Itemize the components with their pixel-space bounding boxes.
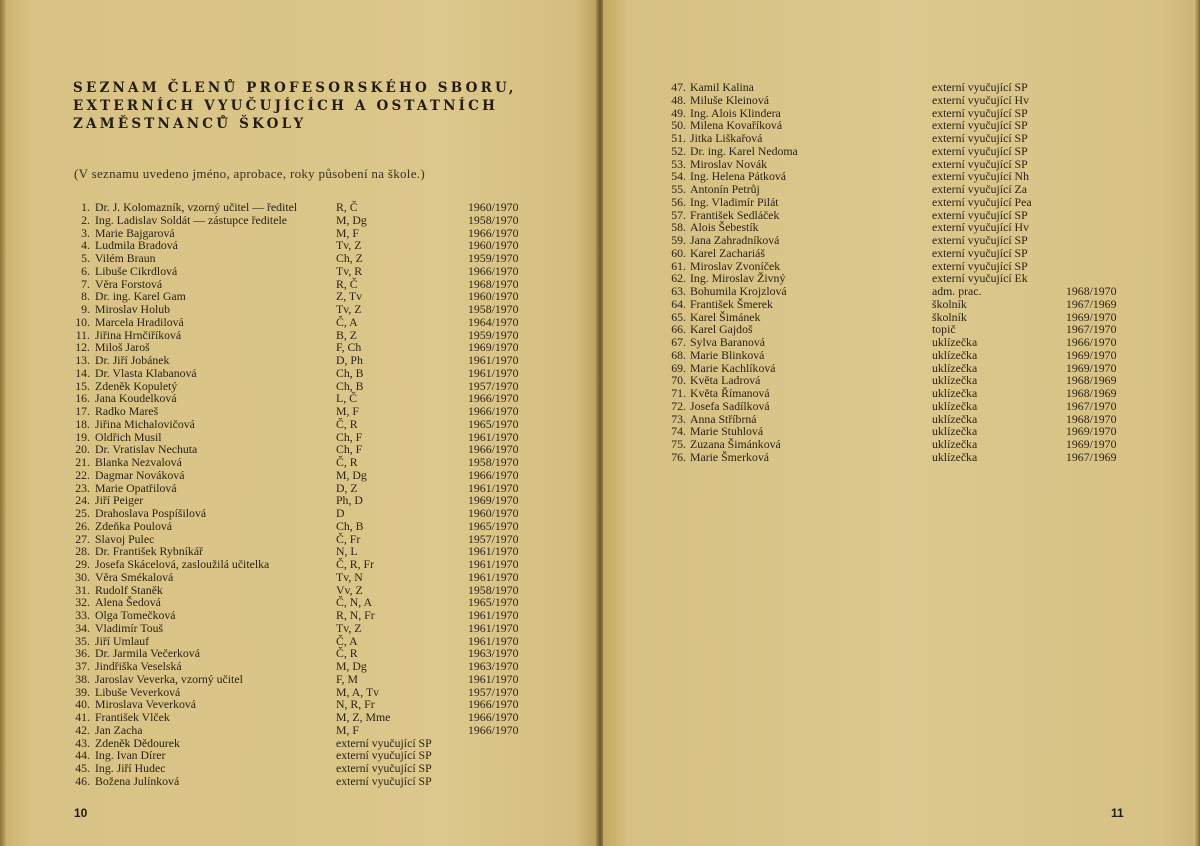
entry-number: 26. bbox=[75, 518, 90, 533]
entry-qualification: M, F bbox=[336, 225, 359, 240]
entry-qualification: Z, Tv bbox=[336, 289, 362, 304]
entry-number: 13. bbox=[75, 353, 90, 367]
entry-number: 65. bbox=[671, 309, 686, 324]
entry-qualification: uklízečka bbox=[932, 398, 978, 413]
entry-years: 1958/1970 bbox=[468, 302, 519, 316]
entry-years: 1966/1970 bbox=[468, 442, 519, 457]
entry-number: 9. bbox=[81, 302, 90, 316]
entry-name: Miluše Kleinová bbox=[690, 92, 769, 107]
entry-number: 20. bbox=[75, 442, 90, 457]
entry-qualification: externí vyučující SP bbox=[932, 233, 1028, 247]
entry-name: Ing. Miroslav Živný bbox=[690, 271, 786, 286]
entry-qualification: Tv, R bbox=[336, 263, 363, 278]
entry-name: František Šmerek bbox=[690, 296, 773, 311]
entry-qualification: uklízečka bbox=[932, 335, 978, 349]
entry-name: Radko Mareš bbox=[95, 404, 159, 418]
entry-name: Jiří Peiger bbox=[95, 493, 144, 508]
entry-number: 14. bbox=[75, 365, 90, 380]
entry-name: Oldřich Musil bbox=[95, 429, 162, 444]
entry-name: Karel Gajdoš bbox=[690, 322, 753, 337]
entry-years: 1960/1970 bbox=[468, 238, 519, 253]
entry-qualification: M, Dg bbox=[336, 467, 367, 482]
entry-years: 1965/1970 bbox=[468, 416, 519, 431]
entry-years: 1966/1970 bbox=[468, 710, 519, 724]
entry-number: 28. bbox=[75, 544, 90, 559]
entry-qualification: F, Ch bbox=[336, 340, 362, 355]
entry-years: 1966/1970 bbox=[468, 263, 519, 278]
entry-number: 32. bbox=[75, 595, 90, 610]
entry-years: 1965/1970 bbox=[468, 595, 519, 610]
entry-years: 1969/1970 bbox=[1066, 347, 1117, 362]
entry-number: 24. bbox=[75, 493, 90, 508]
page-number-left: 10 bbox=[74, 806, 88, 820]
entry-qualification: adm. prac. bbox=[932, 284, 982, 298]
entry-qualification: externí vyučující Za bbox=[932, 182, 1027, 196]
entry-name: Božena Julínková bbox=[95, 773, 180, 788]
entry-years: 1959/1970 bbox=[468, 251, 519, 265]
entry-name: Miloš Jaroš bbox=[95, 340, 150, 355]
entry-qualification: Ch, Z bbox=[336, 251, 363, 265]
entry-qualification: D, Ph bbox=[336, 353, 363, 367]
entry-name: Alena Šedová bbox=[95, 595, 161, 610]
entry-number: 16. bbox=[75, 391, 90, 406]
entry-qualification: uklízečka bbox=[932, 449, 978, 464]
entry-number: 50. bbox=[671, 118, 686, 133]
entry-name: František Sedláček bbox=[690, 207, 780, 222]
entry-number: 29. bbox=[75, 557, 90, 571]
entry-name: Jiří Umlauf bbox=[95, 633, 150, 648]
entry-number: 37. bbox=[75, 659, 90, 673]
entry-qualification: Č, R bbox=[336, 646, 358, 661]
entry-name: Josefa Skácelová, zasloužilá učitelka bbox=[95, 557, 270, 571]
entry-name: Olga Tomečková bbox=[95, 608, 176, 622]
entry-name: Marie Bajgarová bbox=[95, 225, 175, 240]
entry-name: Ing. Jiří Hudec bbox=[95, 761, 166, 775]
entry-years: 1968/1969 bbox=[1066, 386, 1117, 400]
entry-number: 49. bbox=[671, 105, 686, 120]
entry-number: 43. bbox=[75, 735, 90, 750]
entry-number: 40. bbox=[75, 697, 90, 712]
entry-name: Dr. J. Kolomazník, vzorný učitel — ředitel bbox=[95, 200, 298, 214]
entry-qualification: uklízečka bbox=[932, 347, 978, 362]
entry-qualification: Č, R bbox=[336, 455, 358, 469]
entry-number: 54. bbox=[671, 169, 686, 184]
entry-qualification: školník bbox=[932, 309, 967, 324]
entry-number: 68. bbox=[671, 347, 686, 362]
entry-qualification: M, Dg bbox=[336, 659, 367, 673]
entry-qualification: školník bbox=[932, 296, 967, 311]
entry-qualification: Ch, B bbox=[336, 518, 364, 533]
entry-name: Vilém Braun bbox=[95, 251, 156, 265]
entry-name: Drahoslava Pospíšilová bbox=[95, 506, 207, 520]
entry-qualification: externí vyučující SP bbox=[932, 131, 1028, 145]
entry-qualification: uklízečka bbox=[932, 386, 978, 400]
entry-name: Dr. Vratislav Nechuta bbox=[95, 442, 198, 457]
entry-qualification: Ch, F bbox=[336, 429, 363, 444]
entry-years: 1960/1970 bbox=[468, 289, 519, 304]
entry-name: Karel Šimánek bbox=[690, 309, 761, 324]
entry-name: Slavoj Pulec bbox=[95, 531, 155, 546]
entry-number: 27. bbox=[75, 531, 90, 546]
entry-name: Libuše Veverková bbox=[95, 684, 181, 699]
entry-number: 17. bbox=[75, 404, 90, 418]
right-page bbox=[603, 0, 1200, 846]
entry-years: 1966/1970 bbox=[468, 404, 519, 418]
entry-qualification: R, N, Fr bbox=[336, 608, 375, 622]
entry-number: 66. bbox=[671, 322, 686, 337]
entry-number: 52. bbox=[671, 143, 686, 158]
entry-name: Květa Ladrová bbox=[690, 373, 761, 388]
entry-number: 42. bbox=[75, 722, 90, 737]
entry-qualification: externí vyučující SP bbox=[932, 207, 1028, 222]
entry-qualification: D bbox=[336, 506, 345, 520]
entry-number: 76. bbox=[671, 449, 686, 464]
page-edge-right bbox=[1195, 0, 1200, 846]
entry-name: Dr. Vlasta Klabanová bbox=[95, 365, 197, 380]
entry-name: Sylva Baranová bbox=[690, 335, 766, 349]
entry-qualification: externí vyučující Hv bbox=[932, 220, 1029, 235]
entry-years: 1961/1970 bbox=[468, 429, 519, 444]
entry-number: 25. bbox=[75, 506, 90, 520]
heading-line: ZAMĚSTNANCŮ ŠKOLY bbox=[73, 116, 307, 132]
entry-name: Věra Smékalová bbox=[95, 569, 174, 584]
page-edge-left bbox=[0, 0, 6, 846]
entry-name: Dr. Jiří Jobánek bbox=[95, 353, 170, 367]
entry-name: Milena Kovaříková bbox=[690, 118, 783, 133]
entry-name: Karel Zachariáš bbox=[690, 245, 765, 260]
entry-qualification: externí vyučující Hv bbox=[932, 92, 1029, 107]
entry-name: Ing. Helena Pátková bbox=[690, 169, 786, 184]
entry-years: 1961/1970 bbox=[468, 353, 519, 367]
entry-qualification: M, F bbox=[336, 722, 359, 737]
entry-qualification: R, Č bbox=[336, 200, 358, 214]
entry-years: 1964/1970 bbox=[468, 314, 519, 329]
entry-qualification: M, F bbox=[336, 404, 359, 418]
entry-name: Antonín Petrůj bbox=[690, 182, 760, 196]
entry-years: 1967/1969 bbox=[1066, 296, 1117, 311]
entry-number: 33. bbox=[75, 608, 90, 622]
entry-name: Miroslav Zvoníček bbox=[690, 258, 781, 273]
entry-name: Bohumila Krojzlová bbox=[690, 284, 787, 298]
entry-name: Marcela Hradilová bbox=[95, 314, 184, 329]
entry-number: 7. bbox=[81, 276, 90, 291]
entry-years: 1957/1970 bbox=[468, 531, 519, 546]
entry-number: 57. bbox=[671, 207, 686, 222]
entry-years: 1969/1970 bbox=[468, 340, 519, 355]
entry-number: 5. bbox=[81, 251, 90, 265]
entry-number: 73. bbox=[671, 411, 686, 426]
entry-qualification: externí vyučující Nh bbox=[932, 169, 1029, 184]
entry-number: 72. bbox=[671, 398, 686, 413]
entry-qualification: uklízečka bbox=[932, 360, 978, 375]
entry-number: 8. bbox=[81, 289, 90, 304]
entry-number: 45. bbox=[75, 761, 90, 775]
entry-qualification: B, Z bbox=[336, 327, 357, 342]
entry-years: 1969/1970 bbox=[1066, 360, 1117, 375]
entry-years: 1959/1970 bbox=[468, 327, 519, 342]
entry-name: Blanka Nezvalová bbox=[95, 455, 182, 469]
entry-years: 1960/1970 bbox=[468, 506, 519, 520]
entry-name: Kamil Kalina bbox=[690, 80, 754, 94]
entry-years: 1957/1970 bbox=[468, 378, 519, 393]
entry-name: Ing. Vladimír Pilát bbox=[690, 194, 779, 209]
entry-number: 53. bbox=[671, 156, 686, 171]
entry-name: Marie Kachlíková bbox=[690, 360, 776, 375]
entry-number: 63. bbox=[671, 284, 686, 298]
entry-qualification: N, R, Fr bbox=[336, 697, 375, 712]
entry-years: 1963/1970 bbox=[468, 659, 519, 673]
entry-years: 1966/1970 bbox=[468, 722, 519, 737]
entry-number: 23. bbox=[75, 480, 90, 495]
page-number-right: 11 bbox=[1111, 806, 1124, 820]
entry-qualification: externí vyučující Pea bbox=[932, 194, 1032, 209]
entry-number: 34. bbox=[75, 620, 90, 635]
entry-number: 30. bbox=[75, 569, 90, 584]
entry-name: Květa Římanová bbox=[690, 386, 770, 400]
entry-qualification: Č, A bbox=[336, 314, 358, 329]
entry-years: 1969/1970 bbox=[1066, 424, 1117, 439]
entry-qualification: Č, R bbox=[336, 416, 358, 431]
entry-number: 38. bbox=[75, 671, 90, 686]
entry-qualification: Ph, D bbox=[336, 493, 363, 508]
entry-years: 1968/1970 bbox=[468, 276, 519, 291]
entry-number: 55. bbox=[671, 182, 686, 196]
entry-number: 46. bbox=[75, 773, 90, 788]
entry-name: Jiřina Hrnčiříková bbox=[95, 327, 182, 342]
entry-name: Zdeněk Dědourek bbox=[95, 735, 180, 750]
entry-qualification: D, Z bbox=[336, 480, 358, 495]
entry-qualification: Č, A bbox=[336, 633, 358, 648]
entry-number: 51. bbox=[671, 131, 686, 145]
entry-qualification: F, M bbox=[336, 671, 359, 686]
entry-number: 67. bbox=[671, 335, 686, 349]
entry-years: 1969/1970 bbox=[1066, 309, 1117, 324]
entry-name: Alois Šebestík bbox=[690, 220, 759, 235]
entry-years: 1958/1970 bbox=[468, 212, 519, 227]
entry-number: 44. bbox=[75, 748, 90, 763]
entry-number: 10. bbox=[75, 314, 90, 329]
entry-qualification: Tv, N bbox=[336, 569, 363, 584]
entry-years: 1966/1970 bbox=[468, 467, 519, 482]
entry-number: 1. bbox=[81, 200, 90, 214]
entry-name: Dr. Jarmila Večerková bbox=[95, 646, 200, 661]
entry-years: 1968/1970 bbox=[1066, 411, 1117, 426]
entry-number: 74. bbox=[671, 424, 686, 439]
entry-qualification: externí vyučující SP bbox=[932, 80, 1028, 94]
entry-name: Jiřina Michalovičová bbox=[95, 416, 195, 431]
entry-number: 56. bbox=[671, 194, 686, 209]
entry-qualification: Č, Fr bbox=[336, 531, 361, 546]
entry-number: 31. bbox=[75, 582, 90, 597]
entry-name: Věra Forstová bbox=[95, 276, 163, 291]
entry-number: 48. bbox=[671, 92, 686, 107]
entry-qualification: R, Č bbox=[336, 276, 358, 291]
entry-years: 1960/1970 bbox=[468, 200, 519, 214]
entry-number: 71. bbox=[671, 386, 686, 400]
heading-line: SEZNAM ČLENŮ PROFESORSKÉHO SBORU, bbox=[73, 80, 517, 96]
entry-qualification: uklízečka bbox=[932, 373, 978, 388]
entry-qualification: uklízečka bbox=[932, 411, 978, 426]
entry-qualification: externí vyučující SP bbox=[336, 761, 432, 775]
entry-number: 19. bbox=[75, 429, 90, 444]
entry-name: Zuzana Šimánková bbox=[690, 437, 781, 451]
entry-number: 47. bbox=[671, 80, 686, 94]
entry-number: 12. bbox=[75, 340, 90, 355]
entry-qualification: externí vyučující SP bbox=[932, 105, 1028, 120]
entry-years: 1966/1970 bbox=[468, 697, 519, 712]
entry-number: 15. bbox=[75, 378, 90, 393]
entry-number: 18. bbox=[75, 416, 90, 431]
entry-qualification: externí vyučující Ek bbox=[932, 271, 1028, 286]
entry-years: 1961/1970 bbox=[468, 544, 519, 559]
entry-name: Libuše Cikrdlová bbox=[95, 263, 178, 278]
entry-years: 1969/1970 bbox=[1066, 437, 1117, 451]
entry-name: Miroslav Holub bbox=[95, 302, 171, 316]
entry-years: 1961/1970 bbox=[468, 671, 519, 686]
entry-years: 1961/1970 bbox=[468, 608, 519, 622]
entry-years: 1967/1969 bbox=[1066, 449, 1117, 464]
entry-name: Jan Zacha bbox=[95, 722, 143, 737]
entry-name: Ing. Ivan Dírer bbox=[95, 748, 166, 763]
entry-qualification: externí vyučující SP bbox=[932, 245, 1028, 260]
entry-qualification: Č, R, Fr bbox=[336, 557, 375, 571]
left-page bbox=[0, 0, 598, 846]
entry-qualification: Ch, F bbox=[336, 442, 363, 457]
entry-number: 41. bbox=[75, 710, 90, 724]
entry-years: 1961/1970 bbox=[468, 557, 519, 571]
entry-number: 21. bbox=[75, 455, 90, 469]
entry-years: 1967/1970 bbox=[1066, 398, 1117, 413]
entry-qualification: externí vyučující SP bbox=[336, 735, 432, 750]
entry-qualification: uklízečka bbox=[932, 437, 978, 451]
entry-qualification: Ch, B bbox=[336, 365, 364, 380]
entry-qualification: Tv, Z bbox=[336, 620, 362, 635]
entry-name: Marie Šmerková bbox=[690, 449, 769, 464]
entry-name: Anna Stříbrná bbox=[690, 411, 757, 426]
entry-number: 64. bbox=[671, 296, 686, 311]
entry-name: Rudolf Staněk bbox=[95, 582, 163, 597]
entry-qualification: L, Č bbox=[336, 391, 357, 406]
entry-number: 6. bbox=[81, 263, 90, 278]
entry-number: 39. bbox=[75, 684, 90, 699]
entry-name: Dr. František Rybníkář bbox=[95, 544, 203, 559]
entry-years: 1968/1969 bbox=[1066, 373, 1117, 388]
entry-number: 58. bbox=[671, 220, 686, 235]
entry-qualification: M, Dg bbox=[336, 212, 367, 227]
entry-years: 1961/1970 bbox=[468, 633, 519, 648]
entry-qualification: externí vyučující SP bbox=[336, 748, 432, 763]
entry-name: Josefa Sadílková bbox=[690, 398, 770, 413]
entry-qualification: M, A, Tv bbox=[336, 684, 380, 699]
entry-years: 1965/1970 bbox=[468, 518, 519, 533]
entry-years: 1961/1970 bbox=[468, 365, 519, 380]
entry-years: 1961/1970 bbox=[468, 569, 519, 584]
entry-number: 4. bbox=[81, 238, 90, 253]
list-note: (V seznamu uvedeno jméno, aprobace, roky působení na škole.) bbox=[74, 166, 425, 181]
entry-name: Jaroslav Veverka, vzorný učitel bbox=[95, 671, 243, 686]
entry-qualification: Vv, Z bbox=[336, 582, 363, 597]
entry-qualification: externí vyučující SP bbox=[932, 118, 1028, 133]
entry-number: 60. bbox=[671, 245, 686, 260]
entry-years: 1969/1970 bbox=[468, 493, 519, 508]
entry-name: Marie Opatřilová bbox=[95, 480, 177, 495]
heading-line: EXTERNÍCH VYUČUJÍCÍCH A OSTATNÍCH bbox=[73, 98, 499, 114]
entry-name: Miroslav Novák bbox=[690, 156, 767, 171]
entry-years: 1957/1970 bbox=[468, 684, 519, 699]
entry-qualification: Ch, B bbox=[336, 378, 364, 393]
entry-name: Zdeněk Kopuletý bbox=[95, 378, 178, 393]
entry-years: 1958/1970 bbox=[468, 455, 519, 469]
entry-years: 1961/1970 bbox=[468, 480, 519, 495]
entry-qualification: N, L bbox=[336, 544, 358, 559]
entry-number: 70. bbox=[671, 373, 686, 388]
entry-qualification: topič bbox=[932, 322, 956, 337]
entry-years: 1966/1970 bbox=[468, 225, 519, 240]
entry-name: Marie Stuhlová bbox=[690, 424, 764, 439]
entry-number: 35. bbox=[75, 633, 90, 648]
entry-name: Dagmar Nováková bbox=[95, 467, 185, 482]
entry-number: 62. bbox=[671, 271, 686, 286]
entry-number: 61. bbox=[671, 258, 686, 273]
entry-years: 1958/1970 bbox=[468, 582, 519, 597]
entry-number: 11. bbox=[75, 327, 90, 342]
entry-qualification: externí vyučující SP bbox=[932, 258, 1028, 273]
entry-number: 3. bbox=[81, 225, 90, 240]
entry-years: 1961/1970 bbox=[468, 620, 519, 635]
entry-years: 1968/1970 bbox=[1066, 284, 1117, 298]
entry-qualification: externí vyučující SP bbox=[932, 143, 1028, 158]
entry-years: 1966/1970 bbox=[468, 391, 519, 406]
entry-qualification: Tv, Z bbox=[336, 238, 362, 253]
entry-name: Zdeňka Poulová bbox=[95, 518, 172, 533]
entry-name: Dr. ing. Karel Gam bbox=[95, 289, 186, 304]
entry-number: 36. bbox=[75, 646, 90, 661]
entry-qualification: Tv, Z bbox=[336, 302, 362, 316]
entry-name: Vladimír Touš bbox=[95, 620, 164, 635]
entry-years: 1967/1970 bbox=[1066, 322, 1117, 337]
entry-number: 69. bbox=[671, 360, 686, 375]
entry-qualification: Č, N, A bbox=[336, 595, 373, 610]
entry-qualification: M, Z, Mme bbox=[336, 710, 391, 724]
entry-name: Miroslava Veverková bbox=[95, 697, 197, 712]
entry-name: František Vlček bbox=[95, 710, 170, 724]
entry-number: 22. bbox=[75, 467, 90, 482]
entry-name: Jindřiška Veselská bbox=[95, 659, 182, 673]
entry-name: Ing. Alois Klindera bbox=[690, 105, 781, 120]
entry-qualification: externí vyučující SP bbox=[932, 156, 1028, 171]
list-heading bbox=[73, 79, 517, 133]
entry-name: Jana Zahradníková bbox=[690, 233, 780, 247]
entry-years: 1966/1970 bbox=[1066, 335, 1117, 349]
entry-qualification: externí vyučující SP bbox=[336, 773, 432, 788]
entry-number: 2. bbox=[81, 212, 90, 227]
entry-qualification: uklízečka bbox=[932, 424, 978, 439]
entry-name: Dr. ing. Karel Nedoma bbox=[690, 143, 798, 158]
entry-number: 75. bbox=[671, 437, 686, 451]
entry-name: Jana Koudelková bbox=[95, 391, 177, 406]
entry-name: Jitka Liškařová bbox=[690, 131, 763, 145]
entry-years: 1963/1970 bbox=[468, 646, 519, 661]
entry-name: Ludmila Bradová bbox=[95, 238, 178, 253]
entry-name: Marie Blinková bbox=[690, 347, 765, 362]
entry-number: 59. bbox=[671, 233, 686, 247]
entry-name: Ing. Ladislav Soldát — zástupce ředitele bbox=[95, 212, 287, 227]
